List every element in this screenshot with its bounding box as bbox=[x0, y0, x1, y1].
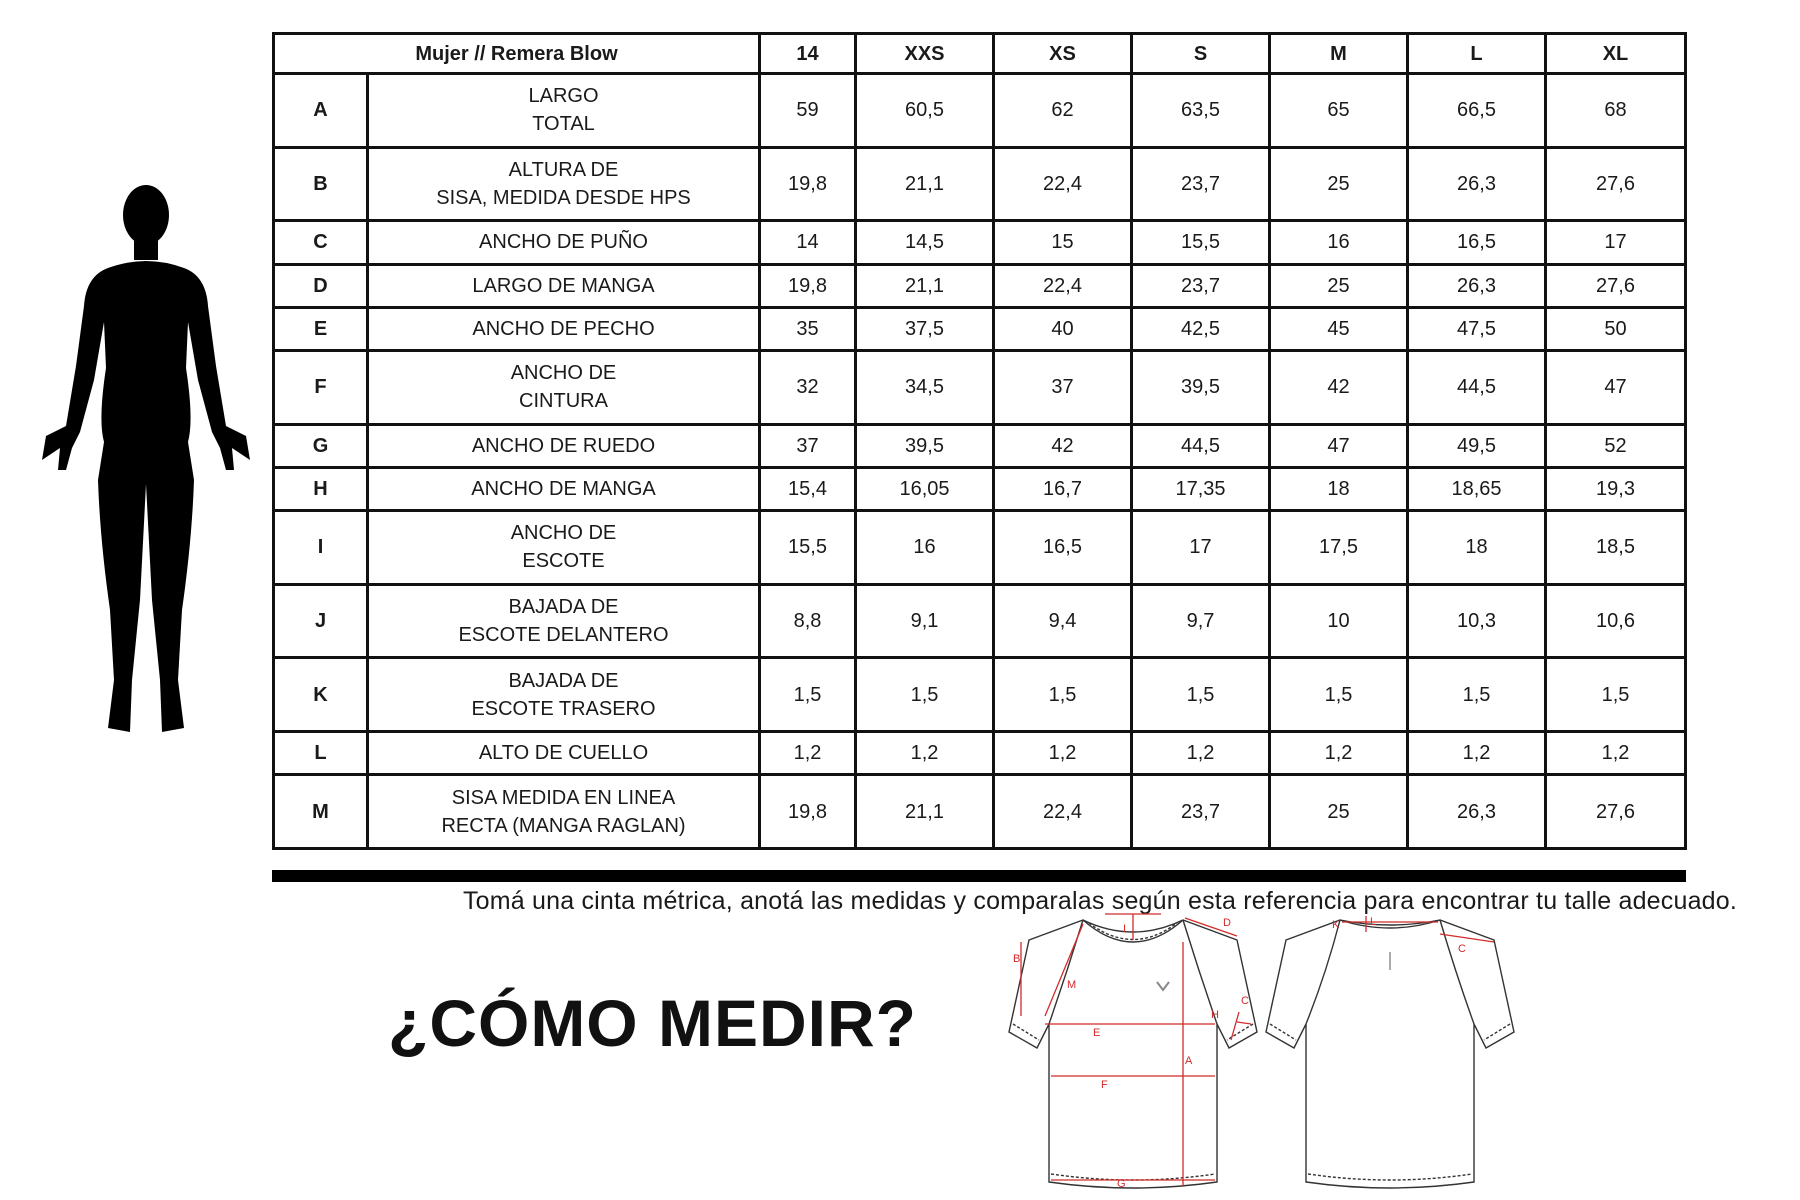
measure-value: 44,5 bbox=[1408, 350, 1546, 424]
measure-label: LARGO DE MANGA bbox=[368, 264, 760, 307]
measure-value: 9,4 bbox=[994, 584, 1132, 658]
measure-code: I bbox=[274, 510, 368, 584]
measure-value: 1,2 bbox=[1408, 732, 1546, 775]
measure-value: 62 bbox=[994, 74, 1132, 148]
divider-bar bbox=[272, 870, 1686, 882]
measure-value: 17 bbox=[1132, 510, 1270, 584]
measure-value: 63,5 bbox=[1132, 74, 1270, 148]
measure-label: ANCHO DE RUEDO bbox=[368, 424, 760, 467]
measure-value: 15,5 bbox=[1132, 221, 1270, 264]
measure-value: 19,3 bbox=[1546, 467, 1686, 510]
table-row bbox=[274, 775, 1686, 849]
measure-value: 16,5 bbox=[994, 510, 1132, 584]
measure-value: 17,5 bbox=[1270, 510, 1408, 584]
measure-value: 65 bbox=[1270, 74, 1408, 148]
measure-label-l: L bbox=[1370, 916, 1377, 928]
measure-value: 16 bbox=[1270, 221, 1408, 264]
table-row bbox=[274, 74, 1686, 148]
measure-code: F bbox=[274, 350, 368, 424]
measure-value: 60,5 bbox=[856, 74, 994, 148]
measure-value: 42 bbox=[1270, 350, 1408, 424]
measure-value: 50 bbox=[1546, 307, 1686, 350]
measure-value: 1,5 bbox=[1546, 658, 1686, 732]
measure-label-b: B bbox=[1013, 953, 1021, 965]
measure-value: 1,2 bbox=[1270, 732, 1408, 775]
measure-value: 16,7 bbox=[994, 467, 1132, 510]
measure-value: 1,2 bbox=[994, 732, 1132, 775]
table-title: Mujer // Remera Blow bbox=[274, 34, 760, 74]
measure-code: H bbox=[274, 467, 368, 510]
measure-value: 1,5 bbox=[994, 658, 1132, 732]
table-header-row bbox=[274, 34, 1686, 74]
measure-value: 10 bbox=[1270, 584, 1408, 658]
measure-code: B bbox=[274, 147, 368, 221]
measure-value: 35 bbox=[760, 307, 856, 350]
human-silhouette-icon bbox=[12, 180, 262, 748]
measure-value: 10,3 bbox=[1408, 584, 1546, 658]
measure-label: SISA MEDIDA EN LINEA RECTA (MANGA RAGLAN) bbox=[368, 775, 760, 849]
measure-value: 14,5 bbox=[856, 221, 994, 264]
measure-label: ALTURA DE SISA, MEDIDA DESDE HPS bbox=[368, 147, 760, 221]
measure-value: 47 bbox=[1546, 350, 1686, 424]
how-to-measure-heading: ¿CÓMO MEDIR? bbox=[388, 986, 917, 1060]
measure-value: 1,2 bbox=[760, 732, 856, 775]
measure-value: 39,5 bbox=[856, 424, 994, 467]
measure-value: 59 bbox=[760, 74, 856, 148]
measure-label: ANCHO DE MANGA bbox=[368, 467, 760, 510]
measure-value: 44,5 bbox=[1132, 424, 1270, 467]
measure-code: A bbox=[274, 74, 368, 148]
measure-value: 1,5 bbox=[856, 658, 994, 732]
measure-value: 47,5 bbox=[1408, 307, 1546, 350]
measure-label-g: G bbox=[1117, 1178, 1126, 1190]
measure-value: 19,8 bbox=[760, 775, 856, 849]
measure-label-k: K bbox=[1332, 919, 1340, 931]
measure-value: 18,65 bbox=[1408, 467, 1546, 510]
measure-value: 15 bbox=[994, 221, 1132, 264]
measure-value: 49,5 bbox=[1408, 424, 1546, 467]
measure-label-a: A bbox=[1185, 1055, 1193, 1067]
measure-value: 37 bbox=[760, 424, 856, 467]
measure-value: 26,3 bbox=[1408, 147, 1546, 221]
measure-code: G bbox=[274, 424, 368, 467]
measure-code: E bbox=[274, 307, 368, 350]
measure-label: ALTO DE CUELLO bbox=[368, 732, 760, 775]
measure-value: 34,5 bbox=[856, 350, 994, 424]
table-row bbox=[274, 658, 1686, 732]
table-row bbox=[274, 350, 1686, 424]
measure-value: 15,4 bbox=[760, 467, 856, 510]
measure-value: 14 bbox=[760, 221, 856, 264]
measure-label-h: H bbox=[1211, 1009, 1219, 1021]
measure-value: 47 bbox=[1270, 424, 1408, 467]
measure-value: 1,2 bbox=[1546, 732, 1686, 775]
measure-value: 22,4 bbox=[994, 264, 1132, 307]
measure-label: BAJADA DE ESCOTE TRASERO bbox=[368, 658, 760, 732]
size-header: XL bbox=[1546, 34, 1686, 74]
measure-value: 19,8 bbox=[760, 264, 856, 307]
measure-value: 8,8 bbox=[760, 584, 856, 658]
measure-value: 45 bbox=[1270, 307, 1408, 350]
measure-label-d: D bbox=[1223, 917, 1231, 929]
measure-label-c: C bbox=[1241, 995, 1249, 1007]
measure-label: BAJADA DE ESCOTE DELANTERO bbox=[368, 584, 760, 658]
measure-value: 42 bbox=[994, 424, 1132, 467]
size-header: 14 bbox=[760, 34, 856, 74]
measure-label-i: I bbox=[1123, 923, 1127, 935]
measure-value: 25 bbox=[1270, 147, 1408, 221]
measure-value: 68 bbox=[1546, 74, 1686, 148]
measure-value: 27,6 bbox=[1546, 264, 1686, 307]
size-header: L bbox=[1408, 34, 1546, 74]
measure-value: 22,4 bbox=[994, 147, 1132, 221]
measure-value: 23,7 bbox=[1132, 264, 1270, 307]
measure-value: 10,6 bbox=[1546, 584, 1686, 658]
measure-value: 21,1 bbox=[856, 775, 994, 849]
measure-value: 17,35 bbox=[1132, 467, 1270, 510]
measure-value: 39,5 bbox=[1132, 350, 1270, 424]
measure-value: 1,2 bbox=[1132, 732, 1270, 775]
size-header: XXS bbox=[856, 34, 994, 74]
measure-label: LARGO TOTAL bbox=[368, 74, 760, 148]
measure-value: 21,1 bbox=[856, 147, 994, 221]
measure-value: 1,5 bbox=[760, 658, 856, 732]
measure-label-c-back: C bbox=[1458, 943, 1466, 955]
size-header: M bbox=[1270, 34, 1408, 74]
measure-value: 23,7 bbox=[1132, 147, 1270, 221]
size-chart-table bbox=[272, 32, 1687, 850]
measure-value: 21,1 bbox=[856, 264, 994, 307]
measure-value: 26,3 bbox=[1408, 264, 1546, 307]
measure-code: K bbox=[274, 658, 368, 732]
measure-value: 1,5 bbox=[1270, 658, 1408, 732]
table-row bbox=[274, 732, 1686, 775]
measure-value: 9,7 bbox=[1132, 584, 1270, 658]
size-header: XS bbox=[994, 34, 1132, 74]
measure-label-f: F bbox=[1101, 1079, 1108, 1091]
table-row bbox=[274, 424, 1686, 467]
measuring-instruction: Tomá una cinta métrica, anotá las medidas y comparalas según esta referencia para encontrar tu talle adecuado. bbox=[462, 887, 1738, 915]
table-row bbox=[274, 584, 1686, 658]
measure-value: 18 bbox=[1408, 510, 1546, 584]
measure-code: D bbox=[274, 264, 368, 307]
measure-value: 15,5 bbox=[760, 510, 856, 584]
measure-value: 18,5 bbox=[1546, 510, 1686, 584]
measure-value: 17 bbox=[1546, 221, 1686, 264]
measure-value: 42,5 bbox=[1132, 307, 1270, 350]
measure-value: 1,5 bbox=[1132, 658, 1270, 732]
measure-label: ANCHO DE PECHO bbox=[368, 307, 760, 350]
shirt-back-diagram-icon bbox=[1262, 912, 1517, 1200]
measure-code: C bbox=[274, 221, 368, 264]
shirt-front-diagram-icon bbox=[1005, 912, 1260, 1200]
measure-label: ANCHO DE PUÑO bbox=[368, 221, 760, 264]
measure-value: 27,6 bbox=[1546, 147, 1686, 221]
table-row bbox=[274, 510, 1686, 584]
measure-value: 66,5 bbox=[1408, 74, 1546, 148]
measure-label-e: E bbox=[1093, 1027, 1101, 1039]
measure-label: ANCHO DE CINTURA bbox=[368, 350, 760, 424]
measure-code: L bbox=[274, 732, 368, 775]
measure-value: 37,5 bbox=[856, 307, 994, 350]
size-header: S bbox=[1132, 34, 1270, 74]
measure-value: 9,1 bbox=[856, 584, 994, 658]
measure-code: J bbox=[274, 584, 368, 658]
measure-code: M bbox=[274, 775, 368, 849]
measure-value: 26,3 bbox=[1408, 775, 1546, 849]
table-row bbox=[274, 147, 1686, 221]
measure-label: ANCHO DE ESCOTE bbox=[368, 510, 760, 584]
measure-value: 25 bbox=[1270, 775, 1408, 849]
measure-value: 18 bbox=[1270, 467, 1408, 510]
measure-value: 22,4 bbox=[994, 775, 1132, 849]
measure-value: 16,5 bbox=[1408, 221, 1546, 264]
measure-value: 25 bbox=[1270, 264, 1408, 307]
measure-value: 19,8 bbox=[760, 147, 856, 221]
measure-value: 52 bbox=[1546, 424, 1686, 467]
measure-value: 27,6 bbox=[1546, 775, 1686, 849]
table-row bbox=[274, 221, 1686, 264]
measure-value: 1,5 bbox=[1408, 658, 1546, 732]
measure-value: 16 bbox=[856, 510, 994, 584]
measure-value: 1,2 bbox=[856, 732, 994, 775]
table-row bbox=[274, 467, 1686, 510]
measure-value: 32 bbox=[760, 350, 856, 424]
measure-value: 37 bbox=[994, 350, 1132, 424]
measure-value: 40 bbox=[994, 307, 1132, 350]
table-row bbox=[274, 307, 1686, 350]
measure-label-m: M bbox=[1067, 979, 1077, 991]
measure-value: 23,7 bbox=[1132, 775, 1270, 849]
measure-value: 16,05 bbox=[856, 467, 994, 510]
table-row bbox=[274, 264, 1686, 307]
